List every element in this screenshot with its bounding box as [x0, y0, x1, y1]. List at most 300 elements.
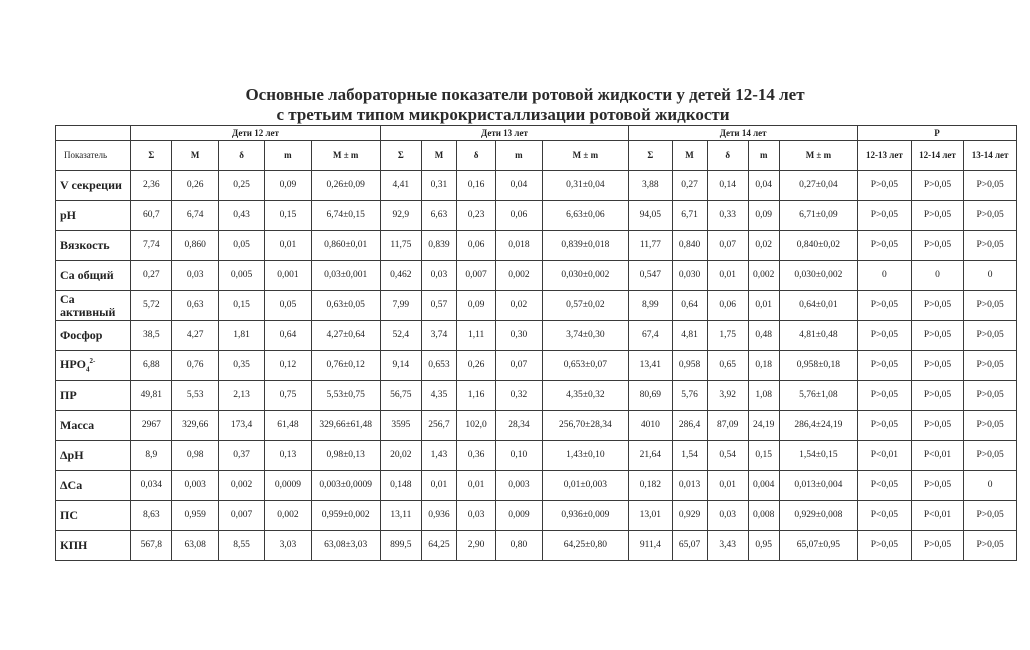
table-cell: 0,003 [172, 471, 218, 501]
group-header-13: Дети 13 лет [380, 126, 628, 141]
table-cell: 0,547 [629, 261, 672, 291]
table-cell: 567,8 [131, 531, 172, 561]
table-cell: 0,008 [748, 501, 779, 531]
table-cell: 0,04 [748, 171, 779, 201]
table-row [56, 261, 1017, 291]
table-cell: 0,01 [707, 471, 748, 501]
table-cell: 0,18 [748, 351, 779, 381]
table-cell: 0,26±0,09 [311, 171, 380, 201]
table-cell: P>0,05 [858, 291, 912, 321]
table-cell: 0,80 [496, 531, 542, 561]
group-header-14: Дети 14 лет [629, 126, 858, 141]
table-cell: 11,77 [629, 231, 672, 261]
table-cell: 0,98±0,13 [311, 441, 380, 471]
lab-table [55, 125, 1017, 561]
table-cell: 6,71±0,09 [779, 201, 857, 231]
table-cell: 0,04 [496, 171, 542, 201]
table-row [56, 531, 1017, 561]
row-name [56, 531, 131, 561]
table-cell: 0,840±0,02 [779, 231, 857, 261]
table-row [56, 381, 1017, 411]
table-cell: 4,27±0,64 [311, 321, 380, 351]
table-cell: 0,05 [218, 231, 264, 261]
table-cell: 0,01±0,003 [542, 471, 629, 501]
table-cell: 0,007 [218, 501, 264, 531]
table-cell: 1,16 [457, 381, 496, 411]
table-cell: 2967 [131, 411, 172, 441]
table-cell: 0,002 [265, 501, 311, 531]
table-cell: 4,81 [672, 321, 707, 351]
table-cell: 80,69 [629, 381, 672, 411]
row-name [56, 291, 131, 321]
table-cell: P>0,05 [911, 351, 964, 381]
table-cell: 0,030 [672, 261, 707, 291]
row-name [56, 321, 131, 351]
row-name-text: ΔрН [60, 448, 84, 462]
table-cell: 0,76±0,12 [311, 351, 380, 381]
table-cell: 24,19 [748, 411, 779, 441]
table-cell: 0,01 [421, 471, 456, 501]
row-name-text: НРО [60, 356, 86, 371]
table-cell: 0,860±0,01 [311, 231, 380, 261]
table-cell: 0,182 [629, 471, 672, 501]
table-row [56, 441, 1017, 471]
row-name-sub: 4 [85, 365, 90, 374]
table-cell: 0,25 [218, 171, 264, 201]
table-row [56, 231, 1017, 261]
table-cell: 0,26 [172, 171, 218, 201]
table-cell: 0,09 [265, 171, 311, 201]
table-cell: 0,43 [218, 201, 264, 231]
table-cell: P>0,05 [858, 171, 912, 201]
table-cell: 0,839±0,018 [542, 231, 629, 261]
table-cell: 5,53±0,75 [311, 381, 380, 411]
table-cell: 13,11 [380, 501, 421, 531]
table-cell: P>0,05 [858, 381, 912, 411]
table-cell: 6,74 [172, 201, 218, 231]
table-cell: 0,001 [265, 261, 311, 291]
table-cell: 0,030±0,002 [779, 261, 857, 291]
table-cell: 0,929±0,008 [779, 501, 857, 531]
table-cell: 0,37 [218, 441, 264, 471]
table-cell: 0,03±0,001 [311, 261, 380, 291]
row-name-text: V секреции [60, 178, 122, 192]
stat-col-header: Σ [380, 141, 421, 171]
table-cell: 0,030±0,002 [542, 261, 629, 291]
table-row [56, 471, 1017, 501]
table-cell: 286,4 [672, 411, 707, 441]
table-cell: 0,02 [748, 231, 779, 261]
table-cell: 0,98 [172, 441, 218, 471]
table-row [56, 171, 1017, 201]
table-cell: P<0,05 [858, 501, 912, 531]
table-cell: 0,03 [707, 501, 748, 531]
table-cell: P>0,05 [911, 471, 964, 501]
table-cell: P>0,05 [858, 231, 912, 261]
table-row [56, 321, 1017, 351]
table-cell: 92,9 [380, 201, 421, 231]
table-cell: P>0,05 [964, 171, 1017, 201]
table-cell: 0,653±0,07 [542, 351, 629, 381]
stat-col-header: δ [457, 141, 496, 171]
table-cell: 5,53 [172, 381, 218, 411]
table-cell: 0,07 [496, 351, 542, 381]
table-cell: 0,009 [496, 501, 542, 531]
table-cell: 8,99 [629, 291, 672, 321]
table-cell: 21,64 [629, 441, 672, 471]
group-header-12: Дети 12 лет [131, 126, 380, 141]
stat-col-header: m [265, 141, 311, 171]
table-cell: 0,09 [748, 201, 779, 231]
table-cell: 0,959±0,002 [311, 501, 380, 531]
table-cell: 52,4 [380, 321, 421, 351]
table-cell: 0,13 [265, 441, 311, 471]
table-cell: 64,25±0,80 [542, 531, 629, 561]
table-cell: 8,55 [218, 531, 264, 561]
table-cell: 4,27 [172, 321, 218, 351]
table-cell: 28,34 [496, 411, 542, 441]
table-cell: 49,81 [131, 381, 172, 411]
table-cell: 63,08 [172, 531, 218, 561]
table-cell: 329,66 [172, 411, 218, 441]
table-cell: 87,09 [707, 411, 748, 441]
table-cell: 0,48 [748, 321, 779, 351]
table-cell: 0,002 [748, 261, 779, 291]
table-cell: 61,48 [265, 411, 311, 441]
table-cell: 0,007 [457, 261, 496, 291]
table-cell: 0,01 [707, 261, 748, 291]
table-cell: 3595 [380, 411, 421, 441]
table-cell: 256,7 [421, 411, 456, 441]
table-cell: 0,12 [265, 351, 311, 381]
stat-col-header: Σ [131, 141, 172, 171]
table-cell: 0,03 [457, 501, 496, 531]
row-name-text: ΔСа [60, 478, 83, 492]
table-cell: P>0,05 [911, 531, 964, 561]
table-cell: 0,01 [748, 291, 779, 321]
table-cell: 0,09 [457, 291, 496, 321]
table-cell: 0,860 [172, 231, 218, 261]
table-cell: 1,43±0,10 [542, 441, 629, 471]
table-cell: 0,958±0,18 [779, 351, 857, 381]
row-name [56, 201, 131, 231]
table-cell: 0,32 [496, 381, 542, 411]
table-cell: 0,05 [265, 291, 311, 321]
table-cell: 0,63±0,05 [311, 291, 380, 321]
table-cell: P>0,05 [964, 411, 1017, 441]
table-cell: 0,15 [265, 201, 311, 231]
table-cell: 899,5 [380, 531, 421, 561]
table-cell: 0,16 [457, 171, 496, 201]
table-cell: 1,81 [218, 321, 264, 351]
table-cell: 0,06 [707, 291, 748, 321]
table-cell: 5,76 [672, 381, 707, 411]
table-cell: 0,958 [672, 351, 707, 381]
table-cell: 0,005 [218, 261, 264, 291]
stat-col-header: М [672, 141, 707, 171]
table-cell: P>0,05 [964, 531, 1017, 561]
table-cell: 0,57±0,02 [542, 291, 629, 321]
table-cell: P>0,05 [858, 201, 912, 231]
table-cell: 0,75 [265, 381, 311, 411]
p-col-header: 12-14 лет [911, 141, 964, 171]
table-cell: 0,14 [707, 171, 748, 201]
table-cell: 1,08 [748, 381, 779, 411]
table-cell: 0,936±0,009 [542, 501, 629, 531]
p-col-header: 12-13 лет [858, 141, 912, 171]
table-cell: 0,31 [421, 171, 456, 201]
row-name-text: ПС [60, 508, 78, 522]
table-cell: 8,63 [131, 501, 172, 531]
table-cell: 0,03 [172, 261, 218, 291]
table-cell: 65,07±0,95 [779, 531, 857, 561]
table-cell: 0,76 [172, 351, 218, 381]
row-name-text: Са активный [60, 291, 116, 319]
table-cell: 1,54±0,15 [779, 441, 857, 471]
table-cell: P>0,05 [911, 291, 964, 321]
table-row [56, 501, 1017, 531]
table-cell: 0,64 [672, 291, 707, 321]
table-cell: 4,35 [421, 381, 456, 411]
header-blank [56, 126, 131, 141]
table-cell: P>0,05 [964, 291, 1017, 321]
table-cell: P>0,05 [858, 411, 912, 441]
stat-col-header: М ± m [542, 141, 629, 171]
stat-col-header: δ [218, 141, 264, 171]
row-name [56, 171, 131, 201]
table-cell: 4010 [629, 411, 672, 441]
table-cell: 3,88 [629, 171, 672, 201]
table-cell: 4,35±0,32 [542, 381, 629, 411]
table-cell: 0,07 [707, 231, 748, 261]
table-cell: 0,06 [496, 201, 542, 231]
table-cell: 0,03 [421, 261, 456, 291]
table-cell: 0,31±0,04 [542, 171, 629, 201]
table-cell: 173,4 [218, 411, 264, 441]
table-cell: 1,43 [421, 441, 456, 471]
table-cell: P>0,05 [964, 231, 1017, 261]
row-name [56, 381, 131, 411]
table-cell: 3,03 [265, 531, 311, 561]
table-cell: 1,11 [457, 321, 496, 351]
table-cell: 0,95 [748, 531, 779, 561]
table-cell: 0,27±0,04 [779, 171, 857, 201]
table-cell: 3,74±0,30 [542, 321, 629, 351]
table-cell: 0,02 [496, 291, 542, 321]
table-cell: 0,840 [672, 231, 707, 261]
table-cell: P>0,05 [964, 321, 1017, 351]
table-cell: 65,07 [672, 531, 707, 561]
table-cell: 60,7 [131, 201, 172, 231]
stat-col-header: М [172, 141, 218, 171]
table-cell: P>0,05 [964, 381, 1017, 411]
table-cell: 0,013±0,004 [779, 471, 857, 501]
table-cell: 1,54 [672, 441, 707, 471]
group-header-p: P [858, 126, 1017, 141]
table-cell: P<0,01 [911, 501, 964, 531]
table-cell: 329,66±61,48 [311, 411, 380, 441]
table-cell: 2,13 [218, 381, 264, 411]
table-cell: 94,05 [629, 201, 672, 231]
table-cell: 11,75 [380, 231, 421, 261]
table-cell: 0,01 [265, 231, 311, 261]
row-name-text: Масса [60, 418, 95, 432]
table-cell: 0,034 [131, 471, 172, 501]
table-cell: 0,462 [380, 261, 421, 291]
table-cell: 6,71 [672, 201, 707, 231]
title-line-2: с третьим типом микрокристаллизации ротовой жидкости [276, 105, 730, 124]
indicator-header: Показатель [56, 141, 131, 171]
table-cell: 0,30 [496, 321, 542, 351]
table-cell: P>0,05 [911, 201, 964, 231]
stat-col-header: М [421, 141, 456, 171]
row-name [56, 351, 131, 381]
table-cell: P>0,05 [911, 231, 964, 261]
table-cell: 0,01 [457, 471, 496, 501]
table-cell: 0,003±0,0009 [311, 471, 380, 501]
table-cell: 0,23 [457, 201, 496, 231]
row-name-sup: 2- [89, 356, 96, 365]
row-name-text: Са общий [60, 268, 114, 282]
table-cell: 20,02 [380, 441, 421, 471]
table-cell: 0,33 [707, 201, 748, 231]
table-cell: 38,5 [131, 321, 172, 351]
table-row [56, 411, 1017, 441]
table-cell: 256,70±28,34 [542, 411, 629, 441]
table-cell: P>0,05 [964, 201, 1017, 231]
table-cell: 0,54 [707, 441, 748, 471]
table-cell: 0,10 [496, 441, 542, 471]
stat-col-header: Σ [629, 141, 672, 171]
table-cell: 0,013 [672, 471, 707, 501]
table-cell: 0,936 [421, 501, 456, 531]
table-cell: 0,15 [218, 291, 264, 321]
table-cell: 0 [911, 261, 964, 291]
table-cell: 6,63 [421, 201, 456, 231]
table-cell: 0,27 [131, 261, 172, 291]
table-cell: P<0,05 [858, 471, 912, 501]
table-cell: 0,002 [218, 471, 264, 501]
row-name-text: КПН [60, 538, 88, 552]
table-cell: 0,64±0,01 [779, 291, 857, 321]
table-cell: 3,92 [707, 381, 748, 411]
table-cell: P<0,01 [911, 441, 964, 471]
title-line-1: Основные лабораторные показатели ротовой жидкости у детей 12-14 лет [245, 85, 805, 104]
table-cell: 6,74±0,15 [311, 201, 380, 231]
table-cell: 0,65 [707, 351, 748, 381]
table-cell: 0,36 [457, 441, 496, 471]
table-cell: 0,004 [748, 471, 779, 501]
table-cell: 13,41 [629, 351, 672, 381]
table-cell: P<0,01 [858, 441, 912, 471]
row-name-text: Вязкость [60, 238, 110, 252]
table-cell: 0,26 [457, 351, 496, 381]
table-cell: P>0,05 [858, 351, 912, 381]
row-name-text: ПР [60, 388, 77, 402]
table-cell: 102,0 [457, 411, 496, 441]
table-cell: 0 [964, 261, 1017, 291]
table-cell: 0,27 [672, 171, 707, 201]
table-cell: P>0,05 [911, 381, 964, 411]
table-cell: 911,4 [629, 531, 672, 561]
table-cell: 67,4 [629, 321, 672, 351]
p-col-header: 13-14 лет [964, 141, 1017, 171]
table-cell: 6,63±0,06 [542, 201, 629, 231]
table-cell: 13,01 [629, 501, 672, 531]
table-row [56, 201, 1017, 231]
table-cell: 1,75 [707, 321, 748, 351]
table-cell: 8,9 [131, 441, 172, 471]
table-cell: 5,76±1,08 [779, 381, 857, 411]
table-cell: 3,74 [421, 321, 456, 351]
row-name [56, 231, 131, 261]
table-cell: 4,81±0,48 [779, 321, 857, 351]
row-name [56, 261, 131, 291]
table-cell: 0,959 [172, 501, 218, 531]
table-cell: 4,41 [380, 171, 421, 201]
row-name [56, 411, 131, 441]
table-cell: P>0,05 [964, 501, 1017, 531]
stat-col-header: m [496, 141, 542, 171]
table-cell: 3,43 [707, 531, 748, 561]
table-cell: P>0,05 [911, 411, 964, 441]
row-name [56, 501, 131, 531]
table-cell: 63,08±3,03 [311, 531, 380, 561]
table-cell: 286,4±24,19 [779, 411, 857, 441]
table-cell: 5,72 [131, 291, 172, 321]
table-cell: 0 [858, 261, 912, 291]
table-cell: 0,35 [218, 351, 264, 381]
table-cell: 2,90 [457, 531, 496, 561]
table-cell: 6,88 [131, 351, 172, 381]
table-cell: 0,148 [380, 471, 421, 501]
table-cell: 0,64 [265, 321, 311, 351]
table-cell: 56,75 [380, 381, 421, 411]
stat-col-header: m [748, 141, 779, 171]
table-cell: 2,36 [131, 171, 172, 201]
table-cell: P>0,05 [911, 321, 964, 351]
table-cell: P>0,05 [964, 441, 1017, 471]
row-name-text: Фосфор [60, 328, 103, 342]
table-cell: 0,839 [421, 231, 456, 261]
table-cell: P>0,05 [964, 351, 1017, 381]
row-name [56, 471, 131, 501]
table-cell: 0,653 [421, 351, 456, 381]
table-cell: 0,018 [496, 231, 542, 261]
stat-col-header: М ± m [779, 141, 857, 171]
table-cell: P>0,05 [858, 531, 912, 561]
table-cell: 64,25 [421, 531, 456, 561]
table-row [56, 351, 1017, 381]
table-cell: 0,63 [172, 291, 218, 321]
stat-col-header: δ [707, 141, 748, 171]
table-cell: P>0,05 [911, 171, 964, 201]
table-cell: 7,74 [131, 231, 172, 261]
table-cell: 0 [964, 471, 1017, 501]
table-cell: 0,0009 [265, 471, 311, 501]
table-cell: P>0,05 [858, 321, 912, 351]
table-cell: 0,57 [421, 291, 456, 321]
stat-col-header: М ± m [311, 141, 380, 171]
table-cell: 0,929 [672, 501, 707, 531]
table-cell: 0,002 [496, 261, 542, 291]
table-cell: 9,14 [380, 351, 421, 381]
row-name [56, 441, 131, 471]
table-row [56, 291, 1017, 321]
table-cell: 7,99 [380, 291, 421, 321]
table-cell: 0,15 [748, 441, 779, 471]
table-cell: 0,003 [496, 471, 542, 501]
